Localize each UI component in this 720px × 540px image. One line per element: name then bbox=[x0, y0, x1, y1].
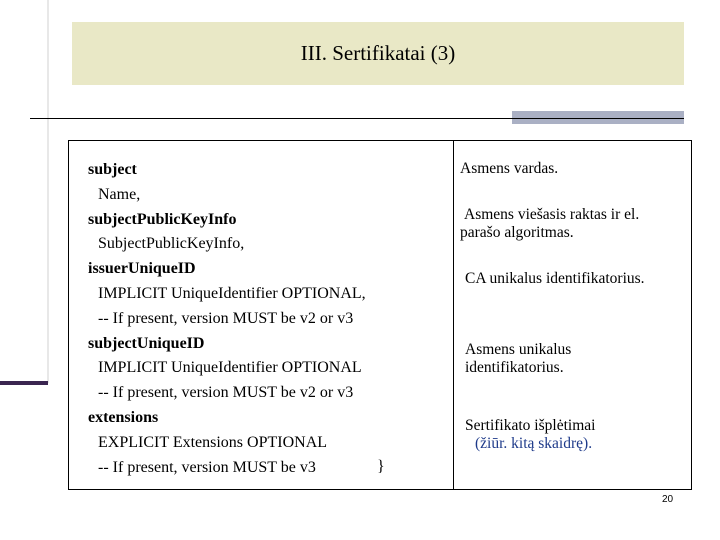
subject-id-description: Asmens unikalus identifikatorius. bbox=[465, 341, 572, 376]
closing-brace: } bbox=[377, 458, 385, 475]
field-name: subjectUniqueID bbox=[88, 334, 205, 352]
column-divider bbox=[453, 140, 454, 490]
field-name: subjectPublicKeyInfo bbox=[88, 210, 237, 228]
field-comment: -- If present, version MUST be v2 or v3 bbox=[98, 309, 354, 327]
field-name: issuerUniqueID bbox=[88, 260, 196, 278]
field-comment: -- If present, version MUST be v2 or v3 bbox=[98, 384, 354, 402]
field-type: Name, bbox=[98, 185, 141, 203]
left-margin-bar bbox=[0, 0, 49, 383]
extensions-description: Sertifikato išplėtimai (žiūr. kitą skaidrę). bbox=[460, 417, 695, 453]
issuer-id-description: CA unikalus identifikatorius. bbox=[465, 270, 645, 287]
slide-title-box bbox=[72, 22, 684, 85]
field-type: SubjectPublicKeyInfo, bbox=[98, 235, 245, 253]
field-type: IMPLICIT UniqueIdentifier OPTIONAL bbox=[98, 359, 362, 377]
field-name: subject bbox=[88, 161, 137, 178]
field-comment: -- If present, version MUST be v3 bbox=[98, 458, 316, 476]
next-slide-reference: (žiūr. kitą skaidrę). bbox=[475, 435, 593, 452]
left-margin-rule bbox=[0, 381, 48, 385]
page-number: 20 bbox=[662, 494, 674, 505]
public-key-description-cont: parašo algoritmas. bbox=[460, 224, 574, 241]
field-name: extensions bbox=[88, 408, 159, 426]
public-key-description: Asmens viešasis raktas ir el. bbox=[464, 206, 640, 223]
field-type: EXPLICIT Extensions OPTIONAL bbox=[98, 433, 328, 451]
asn1-definition bbox=[88, 158, 448, 480]
field-type: IMPLICIT UniqueIdentifier OPTIONAL, bbox=[98, 284, 366, 302]
title-underline bbox=[30, 118, 684, 119]
slide-title: III. Sertifikatai (3) bbox=[300, 41, 456, 65]
subject-description: Asmens vardas. bbox=[460, 160, 559, 177]
